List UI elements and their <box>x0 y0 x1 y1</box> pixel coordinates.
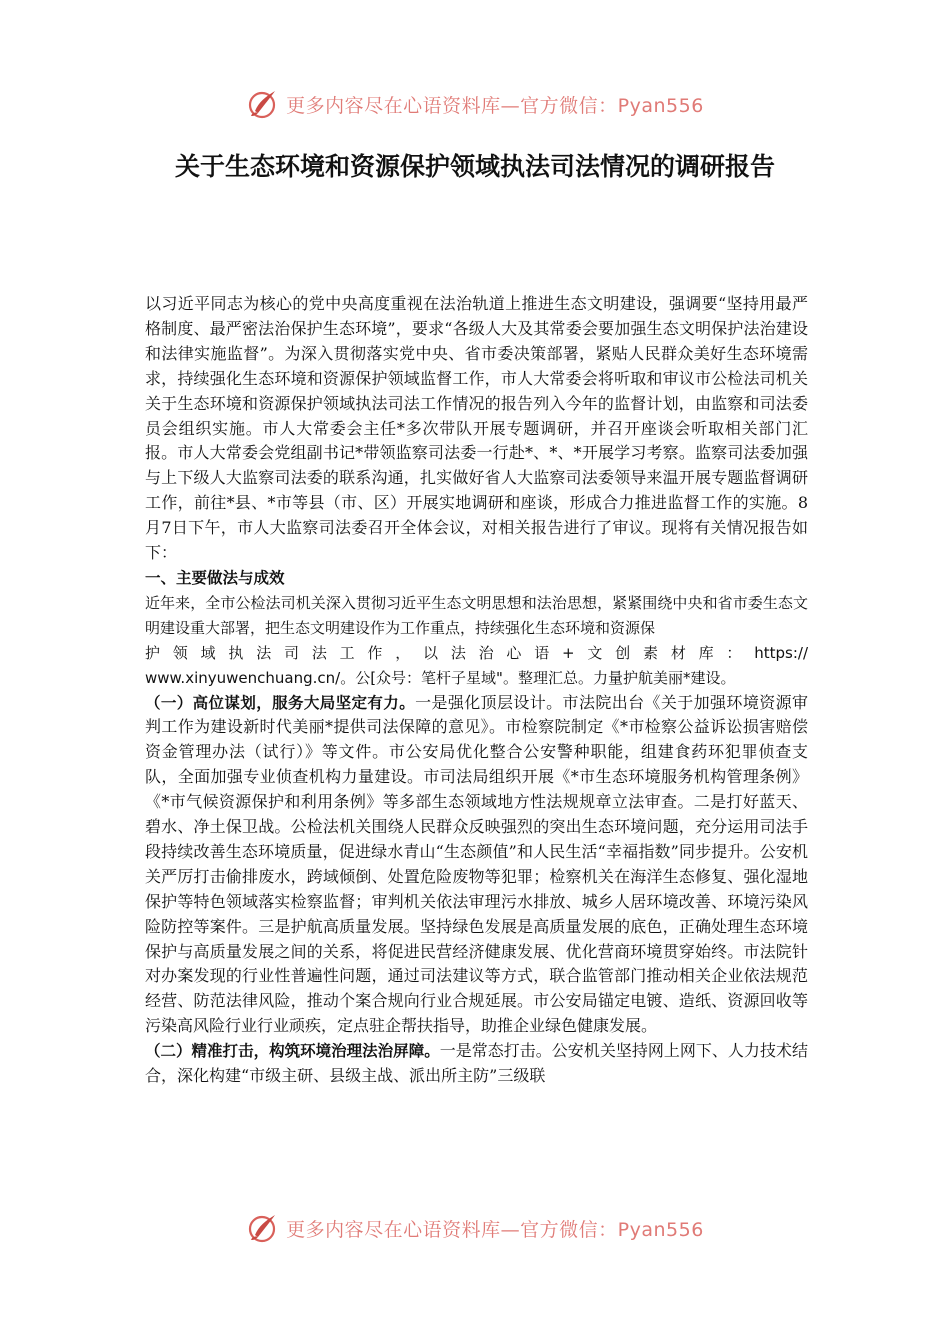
banner-text-cn: 更多内容尽在心语资料库—官方微信： <box>286 94 618 117</box>
watermark-banner-top <box>0 84 950 124</box>
document-body <box>145 292 808 1089</box>
banner-text <box>286 91 704 118</box>
document-title: 关于生态环境和资源保护领域执法司法情况的调研报告 <box>174 152 775 181</box>
subsection-2-lead: （二）精准打击，构筑环境治理法治屏障。 <box>145 1042 440 1061</box>
section-paragraph: 近年来，全市公检法司机关深入贯彻习近平生态文明思想和法治思想，紧紧围绕中央和省市委生态文明建设重大部署，把生态文明建设作为工作重点，持续强化生态环境和资源保 <box>145 593 808 637</box>
brush-logo-icon <box>246 1211 280 1245</box>
subsection-2 <box>145 1039 808 1089</box>
banner-wechat-id: Pyan556 <box>617 94 704 117</box>
section-paragraph-link-line: 护领域执法司法工作，以法治心语+文创素材库：https:// <box>145 643 808 662</box>
subsection-2-text: 一是常态打击。公安机关坚持网上网下、人力技术结合，深化构建“市级主研、县级主战、派出所主防”三级联 <box>145 1041 808 1086</box>
watermark-banner-bottom <box>0 1208 950 1248</box>
subsection-1-lead: （一）高位谋划，服务大局坚定有力。 <box>145 693 416 712</box>
brush-logo-icon <box>246 87 280 121</box>
intro-paragraph: 以习近平同志为核心的党中央高度重视在法治轨道上推进生态文明建设，强调要“坚持用最严格制度、最严密法治保护生态环境”，要求“各级人大及其常委会要加强生态文明保护法治建设和法律实施监督”。为深入贯彻落实党中央、省市委决策部署，紧贴人民群众美好生态环境需求，持续强化生态环境和资源保护领域监督工作，市人大常委会将听取和审议市公检法司机关关于生态环境和资源保护领域执法司法工作情况的报告列入今年的监督计划，由监察和司法委员会组织实施。市人大常委会主任*多次带队开展专题调研，并召开座谈会听取相关部门汇报。市人大常委会党组副书记*带领监察司法委一行赴*、*、*开展学习考察。监察司法委加强与上下级人大监察司法委的联系沟通，扎实做好省人大监察司法委领导来温开展专题监督调研工作，前往*县、*市等县（市、区）开展实地调研和座谈，形成合力推进监督工作的实施。8月7日下午，市人大监察司法委召开全体会议，对相关报告进行了审议。现将有关情况报告如下： <box>145 294 808 563</box>
banner-text-cn: 更多内容尽在心语资料库—官方微信： <box>286 1218 618 1241</box>
section-heading: 一、主要做法与成效 <box>145 568 285 587</box>
section-paragraph-url-line: www.xinyuwenchuang.cn/。公[众号：笔杆子星域"。整理汇总。力量护航美丽*建设。 <box>145 668 736 687</box>
banner-text <box>286 1215 704 1242</box>
subsection-1 <box>145 691 808 1040</box>
subsection-1-text: 一是强化顶层设计。市法院出台《关于加强环境资源审判工作为建设新时代美丽*提供司法保障的意见》。市检察院制定《*市检察公益诉讼损害赔偿资金管理办法（试行）》等文件。市公安局优化整合公安警种职能，组建食药环犯罪侦查支队，全面加强专业侦查机构力量建设。市司法局组织开展《*市生态环境服务机构管理条例》《*市气候资源保护和利用条例》等多部生态领域地方性法规规章立法审查。二是打好蓝天、碧水、净土保卫战。公检法机关围绕人民群众反映强烈的突出生态环境问题，充分运用司法手段持续改善生态环境质量，促进绿水青山“生态颜值”和人民生活“幸福指数”同步提升。公安机关严厉打击偷排废水，跨域倾倒、处置危险废物等犯罪；检察机关在海洋生态修复、强化湿地保护等特色领域落实检察监督；审判机关依法审理污水排放、城乡人居环境改善、环境污染风险防控等案件。三是护航高质量发展。坚持绿色发展是高质量发展的底色，正确处理生态环境保护与高质量发展之间的关系，将促进民营经济健康发展、优化营商环境贯穿始终。市法院针对办案发现的行业性普遍性问题，通过司法建议等方式，联合监管部门推动相关企业依法规范经营、防范法律风险，推动个案合规向行业合规延展。市公安局锚定电镀、造纸、资源回收等污染高风险行业行业顽疾，定点驻企帮扶指导，助推企业绿色健康发展。 <box>145 692 808 1036</box>
banner-wechat-id: Pyan556 <box>617 1218 704 1241</box>
